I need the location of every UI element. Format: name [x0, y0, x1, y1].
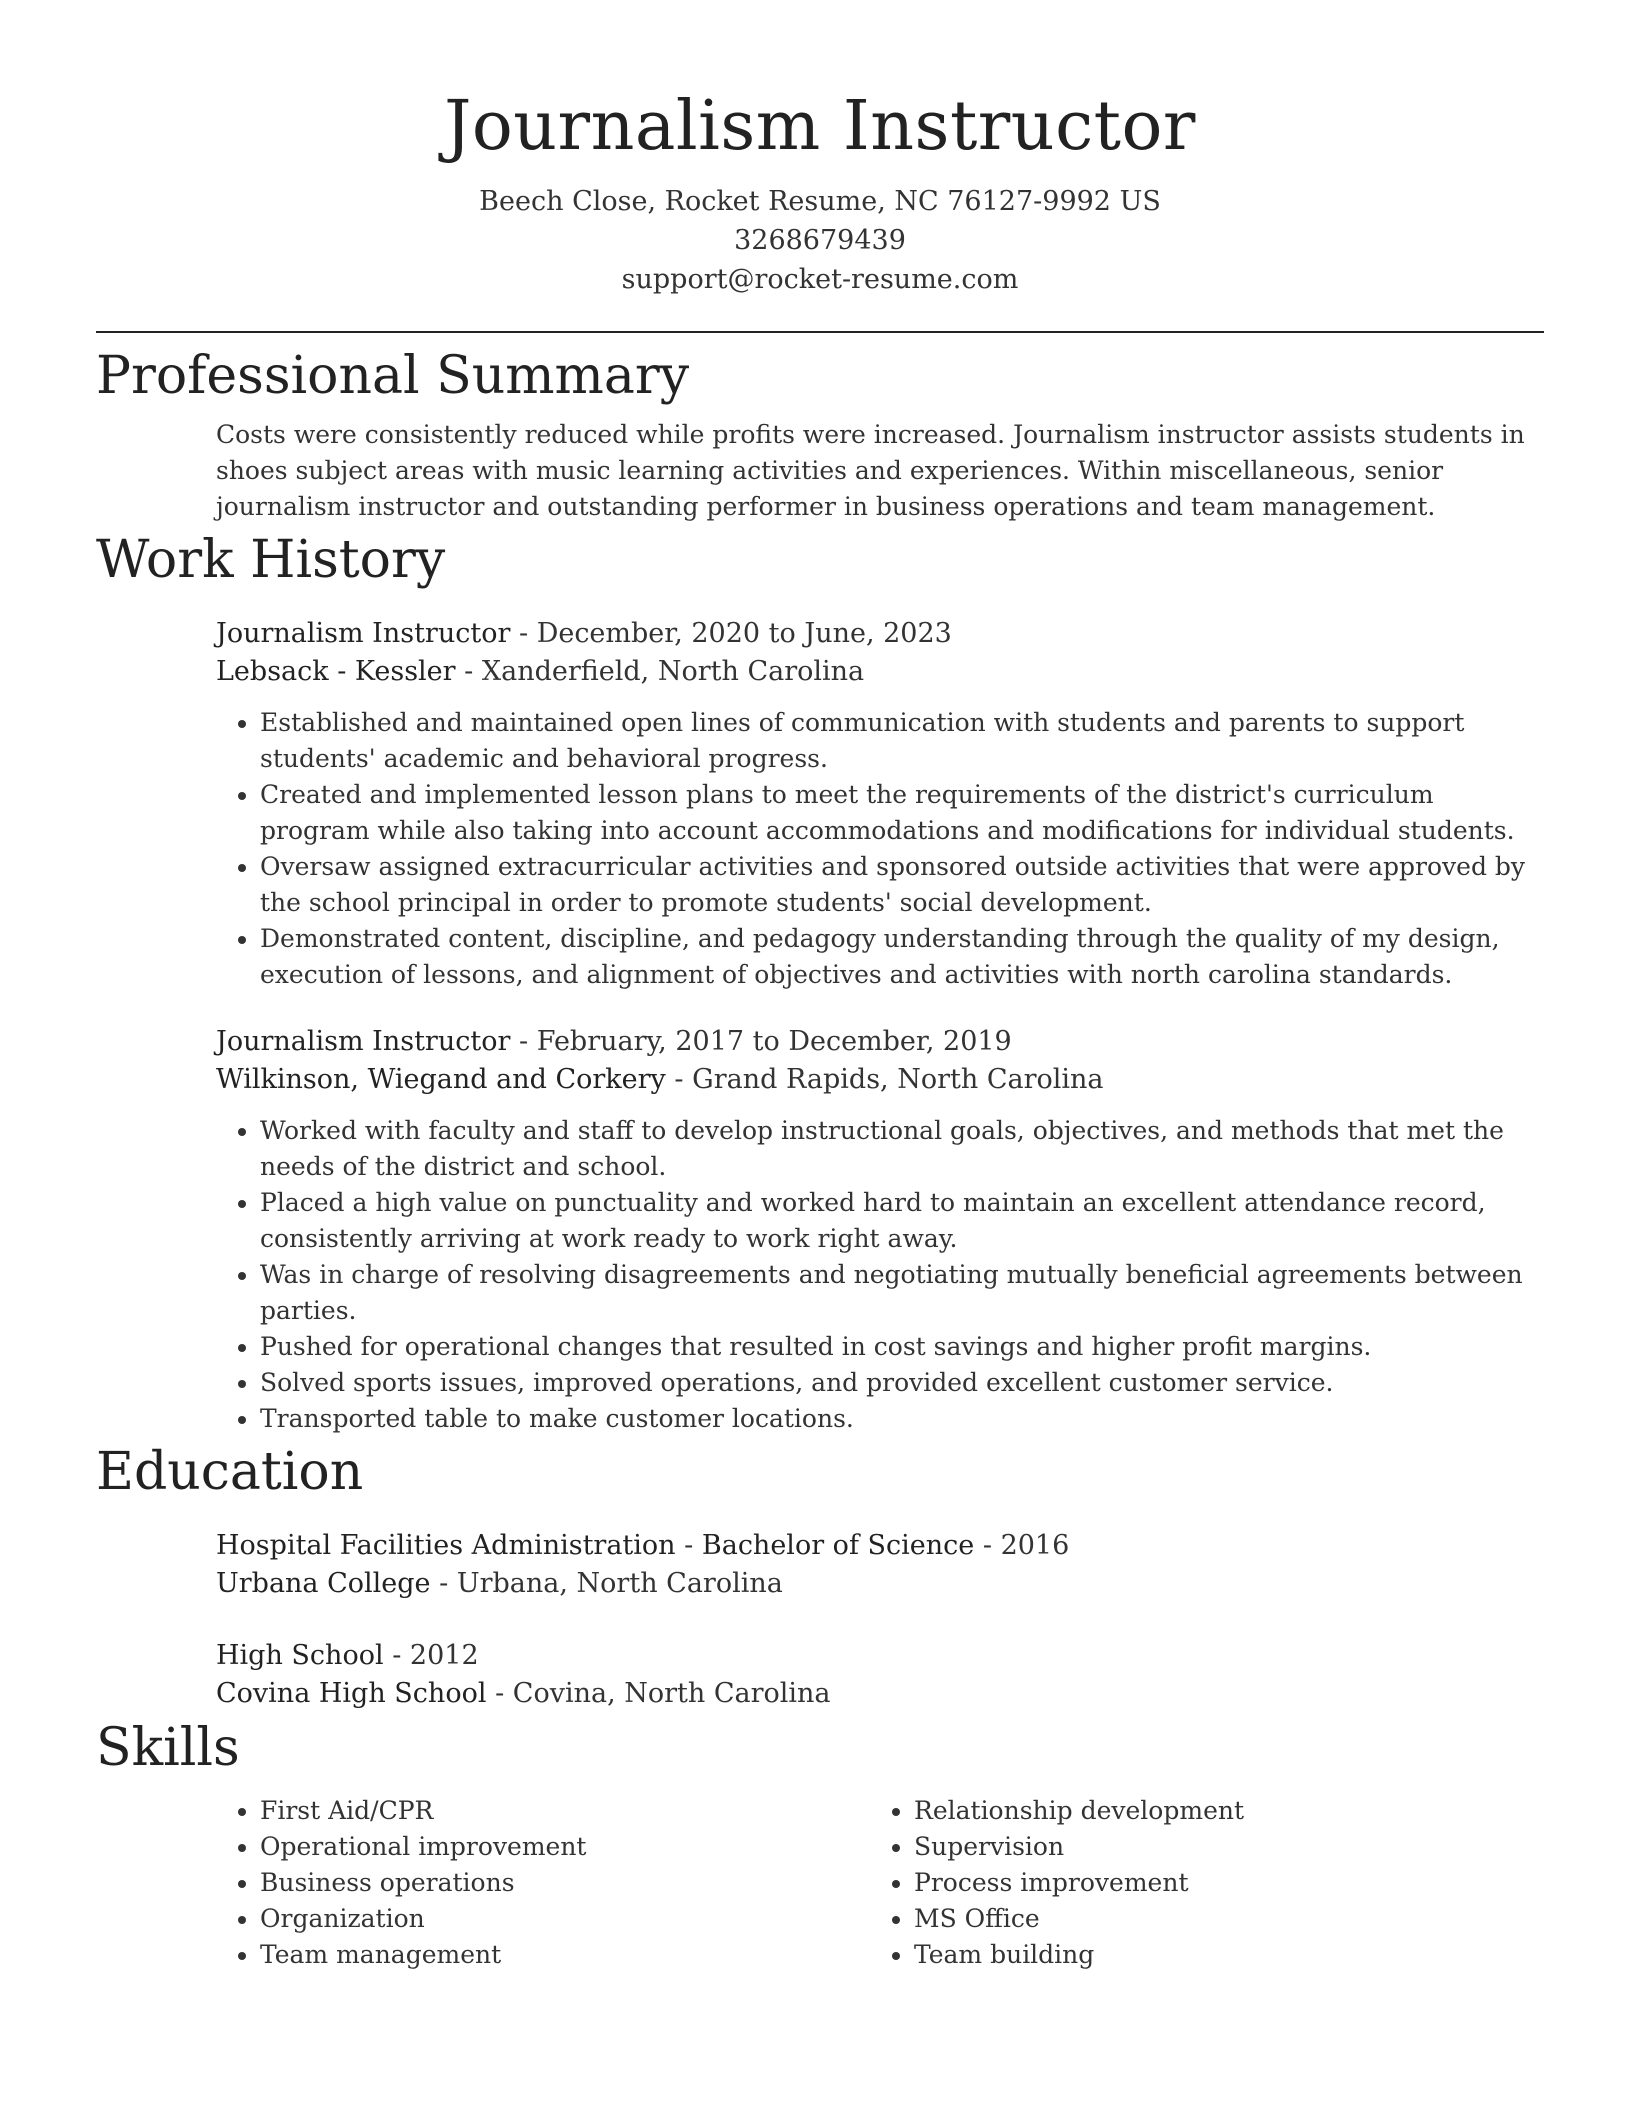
skill-item: • MS Office	[914, 1901, 1524, 1937]
list-item: • Was in charge of resolving disagreements and negotiating mutually beneficial agreements between parties.	[260, 1257, 1544, 1329]
separator: -	[674, 1064, 693, 1095]
job-bullets	[216, 1113, 1544, 1437]
job-dates: December, 2020 to June, 2023	[536, 618, 952, 649]
skill-item: • Relationship development	[914, 1793, 1524, 1829]
education-location: Urbana, North Carolina	[456, 1568, 783, 1599]
job-entry	[216, 1023, 1544, 1437]
education-year: 2016	[1000, 1530, 1070, 1561]
job-company-line	[216, 1061, 1544, 1099]
education-school-line	[216, 1565, 1544, 1603]
list-item: • Demonstrated content, discipline, and pedagogy understanding through the quality of my design, execution of lessons, and alignment of objectives and activities with north carolina standards.	[260, 921, 1544, 993]
section-heading-education: Education	[96, 1442, 364, 1502]
job-entry	[216, 615, 1544, 993]
separator: -	[684, 1530, 702, 1561]
education-field: High School	[216, 1640, 384, 1671]
job-company: Lebsack - Kessler	[216, 656, 456, 687]
skill-item: • Process improvement	[914, 1865, 1524, 1901]
job-company: Wilkinson, Wiegand and Corkery	[216, 1064, 666, 1095]
skill-item: • Organization	[260, 1901, 870, 1937]
education-degree-line	[216, 1527, 1544, 1565]
skills-column-left	[216, 1793, 870, 1973]
job-dates: February, 2017 to December, 2019	[536, 1026, 1012, 1057]
skill-item: • Team building	[914, 1937, 1524, 1973]
resume-name: Journalism Instructor	[444, 87, 1196, 166]
skill-item: • Business operations	[260, 1865, 870, 1901]
resume-header	[96, 0, 1544, 299]
job-company-line	[216, 653, 1544, 691]
education-school: Urbana College	[216, 1568, 431, 1599]
section-heading-skills: Skills	[96, 1718, 240, 1778]
education-school: Covina High School	[216, 1678, 487, 1709]
job-title: Journalism Instructor	[216, 618, 511, 649]
separator: -	[518, 618, 537, 649]
education-entry	[216, 1637, 1544, 1713]
education-year: 2012	[409, 1640, 479, 1671]
list-item: • Transported table to make customer locations.	[260, 1401, 1544, 1437]
education-entry	[216, 1527, 1544, 1603]
section-heading-work: Work History	[96, 530, 446, 590]
education-school-line	[216, 1675, 1544, 1713]
job-bullets	[216, 705, 1544, 993]
job-title-line	[216, 1023, 1544, 1061]
skill-item: • Team management	[260, 1937, 870, 1973]
education-degree-line	[216, 1637, 1544, 1675]
list-item: • Oversaw assigned extracurricular activities and sponsored outside activities that were approved by the school principal in order to promote students' social development.	[260, 849, 1544, 921]
separator: -	[439, 1568, 457, 1599]
skills-column-right	[870, 1793, 1524, 1973]
list-item: • Solved sports issues, improved operations, and provided excellent customer service.	[260, 1365, 1544, 1401]
education-location: Covina, North Carolina	[512, 1678, 831, 1709]
contact-info	[96, 182, 1544, 299]
list-item: • Established and maintained open lines of communication with students and parents to support students' academic and behavioral progress.	[260, 705, 1544, 777]
resume-page	[96, 0, 1544, 1973]
contact-phone: 3268679439	[734, 225, 906, 256]
job-title-line	[216, 615, 1544, 653]
separator: -	[982, 1530, 1001, 1561]
skills-grid	[216, 1793, 1544, 1973]
skill-item: • First Aid/CPR	[260, 1793, 870, 1829]
separator: -	[464, 656, 482, 687]
education-field: Hospital Facilities Administration	[216, 1530, 676, 1561]
job-location: Grand Rapids, North Carolina	[692, 1064, 1104, 1095]
skill-item: • Supervision	[914, 1829, 1524, 1865]
job-location: Xanderfield, North Carolina	[481, 656, 865, 687]
separator: -	[495, 1678, 513, 1709]
education-degree: Bachelor of Science	[701, 1530, 975, 1561]
job-title: Journalism Instructor	[216, 1026, 511, 1057]
list-item: • Pushed for operational changes that resulted in cost savings and higher profit margins.	[260, 1329, 1544, 1365]
header-divider	[96, 331, 1544, 333]
contact-email: support@rocket-resume.com	[621, 264, 1019, 295]
list-item: • Placed a high value on punctuality and worked hard to maintain an excellent attendance record, consistently arriving at work ready to work right away.	[260, 1185, 1544, 1257]
skill-item: • Operational improvement	[260, 1829, 870, 1865]
separator: -	[518, 1026, 537, 1057]
list-item: • Created and implemented lesson plans to meet the requirements of the district's curriculum program while also taking into account accommodations and modifications for individual students.	[260, 777, 1544, 849]
contact-address: Beech Close, Rocket Resume, NC 76127-9992 US	[479, 186, 1161, 217]
section-heading-summary: Professional Summary	[96, 346, 690, 406]
summary-text: Costs were consistently reduced while profits were increased. Journalism instructor assists students in shoes subject areas with music learning activities and experiences. Within miscellaneous, senior journalism instructor and outstanding performer in business operations and team management.	[216, 420, 1525, 521]
list-item: • Worked with faculty and staff to develop instructional goals, objectives, and methods that met the needs of the district and school.	[260, 1113, 1544, 1185]
separator: -	[392, 1640, 410, 1671]
